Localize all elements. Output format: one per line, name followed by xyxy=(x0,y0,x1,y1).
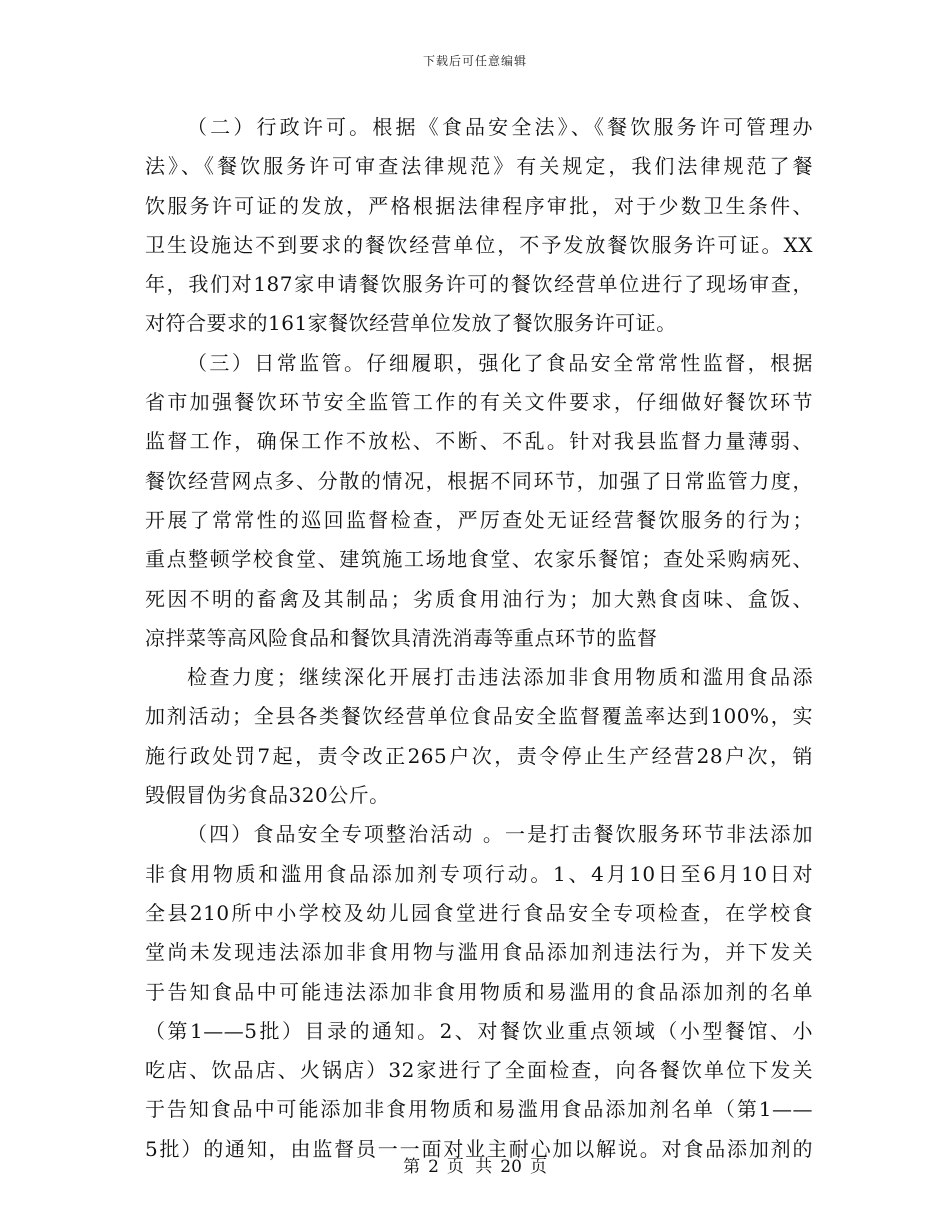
paragraph-line: 餐饮经营网点多、分散的情况，根据不同环节，加强了日常监管力度， xyxy=(145,468,813,493)
paragraph-line: 死因不明的畜禽及其制品；劣质食用油行为；加大熟食卤味、盒饭、 xyxy=(145,586,813,611)
paragraph-line: 5批）的通知，由监督员一一面对业主耐心加以解说。对食品添加剂的 xyxy=(145,1136,813,1161)
paragraph-line: 堂尚未发现违法添加非食用物与滥用食品添加剂违法行为，并下发关 xyxy=(145,940,813,965)
paragraph-line: 全县210所中小学校及幼儿园食堂进行食品安全专项检查，在学校食 xyxy=(145,900,813,925)
paragraph-line: （第1——5批）目录的通知。2、对餐饮业重点领域（小型餐馆、小 xyxy=(145,1018,813,1043)
paragraph-line: 法》、《餐饮服务许可审查法律规范》有关规定，我们法律规范了餐 xyxy=(145,154,813,179)
paragraph-line: 监督工作，确保工作不放松、不断、不乱。针对我县监督力量薄弱、 xyxy=(145,429,813,454)
paragraph-line: （三）日常监管。仔细履职，强化了食品安全常常性监督，根据 xyxy=(187,350,813,375)
paragraph-line: 省市加强餐饮环节安全监管工作的有关文件要求，仔细做好餐饮环节 xyxy=(145,390,813,415)
paragraph-line: 毁假冒伪劣食品320公斤。 xyxy=(145,783,390,808)
paragraph-line: 检查力度；继续深化开展打击违法添加非食用物质和滥用食品添 xyxy=(187,665,813,690)
paragraph-line: 吃店、饮品店、火锅店）32家进行了全面检查，向各餐饮单位下发关 xyxy=(145,1058,813,1083)
footer-suffix: 页 xyxy=(529,1157,547,1177)
footer-prefix: 第 xyxy=(403,1157,421,1177)
footer-mid: 页 共 xyxy=(446,1157,493,1177)
paragraph-line: 于告知食品中可能添加非食用物质和易滥用食品添加剂名单（第1—— xyxy=(145,1097,813,1122)
page-number-footer xyxy=(0,1152,950,1177)
page-header-note: 下载后可任意编辑 xyxy=(422,54,527,68)
total-page-number: 20 xyxy=(500,1157,522,1177)
paragraph-line: （四）食品安全专项整治活动 。一是打击餐饮服务环节非法添加 xyxy=(187,822,813,847)
paragraph-line: 对符合要求的161家餐饮经营单位发放了餐饮服务许可证。 xyxy=(145,311,677,336)
paragraph-line: 重点整顿学校食堂、建筑施工场地食堂、农家乐餐馆；查处采购病死、 xyxy=(145,547,813,572)
paragraph-line: 加剂活动；全县各类餐饮经营单位食品安全监督覆盖率达到100%，实 xyxy=(145,704,813,729)
paragraph-line: 饮服务许可证的发放，严格根据法律程序审批，对于少数卫生条件、 xyxy=(145,193,813,218)
paragraph-line: 非食用物质和滥用食品添加剂专项行动。1、4月10日至6月10日对 xyxy=(145,861,813,886)
document-body xyxy=(145,108,813,1169)
paragraph-line: （二）行政许可。根据《食品安全法》、《餐饮服务许可管理办 xyxy=(187,115,813,139)
paragraph-line: 年，我们对187家申请餐饮服务许可的餐饮经营单位进行了现场审查， xyxy=(145,272,813,297)
paragraph-line: 于告知食品中可能违法添加非食用物质和易滥用的食品添加剂的名单 xyxy=(145,979,813,1004)
paragraph-line: 施行政处罚7起，责令改正265户次，责令停止生产经营28户次，销 xyxy=(145,743,813,768)
paragraph-line: 卫生设施达不到要求的餐饮经营单位，不予发放餐饮服务许可证。XX xyxy=(145,232,813,257)
paragraph-line: 开展了常常性的巡回监督检查，严厉查处无证经营餐饮服务的行为； xyxy=(145,507,813,532)
current-page-number: 2 xyxy=(428,1157,439,1177)
paragraph-line: 凉拌菜等高风险食品和餐饮具清洗消毒等重点环节的监督 xyxy=(145,625,658,650)
